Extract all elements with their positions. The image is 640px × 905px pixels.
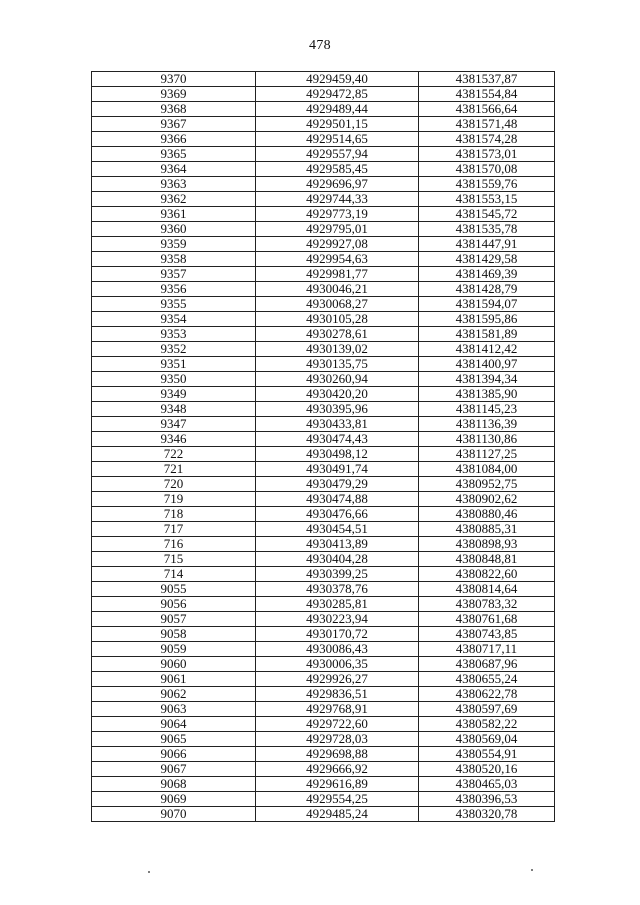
- x-coordinate-cell: 4929489,44: [256, 102, 419, 117]
- x-coordinate-cell: 4930086,43: [256, 642, 419, 657]
- x-coordinate-cell: 4929728,03: [256, 732, 419, 747]
- point-number-cell: 9064: [92, 717, 256, 732]
- x-coordinate-cell: 4929768,91: [256, 702, 419, 717]
- y-coordinate-cell: 4381145,23: [419, 402, 555, 417]
- point-number-cell: 9346: [92, 432, 256, 447]
- point-number-cell: 9367: [92, 117, 256, 132]
- point-number-cell: 9355: [92, 297, 256, 312]
- table-row: [92, 567, 555, 582]
- table-row: [92, 717, 555, 732]
- table-row: [92, 312, 555, 327]
- point-number-cell: 9358: [92, 252, 256, 267]
- y-coordinate-cell: 4380743,85: [419, 627, 555, 642]
- x-coordinate-cell: 4930474,43: [256, 432, 419, 447]
- y-coordinate-cell: 4381570,08: [419, 162, 555, 177]
- x-coordinate-cell: 4929698,88: [256, 747, 419, 762]
- y-coordinate-cell: 4381559,76: [419, 177, 555, 192]
- table-row: [92, 492, 555, 507]
- x-coordinate-cell: 4929557,94: [256, 147, 419, 162]
- x-coordinate-cell: 4929459,40: [256, 72, 419, 87]
- x-coordinate-cell: 4930474,88: [256, 492, 419, 507]
- point-number-cell: 9349: [92, 387, 256, 402]
- x-coordinate-cell: 4929927,08: [256, 237, 419, 252]
- table-row: [92, 627, 555, 642]
- x-coordinate-cell: 4930068,27: [256, 297, 419, 312]
- point-number-cell: 717: [92, 522, 256, 537]
- x-coordinate-cell: 4930404,28: [256, 552, 419, 567]
- y-coordinate-cell: 4380814,64: [419, 582, 555, 597]
- y-coordinate-cell: 4381581,89: [419, 327, 555, 342]
- point-number-cell: 9065: [92, 732, 256, 747]
- point-number-cell: 9366: [92, 132, 256, 147]
- y-coordinate-cell: 4381385,90: [419, 387, 555, 402]
- point-number-cell: 9069: [92, 792, 256, 807]
- x-coordinate-cell: 4930278,61: [256, 327, 419, 342]
- point-number-cell: 9056: [92, 597, 256, 612]
- table-row: [92, 327, 555, 342]
- x-coordinate-cell: 4930479,29: [256, 477, 419, 492]
- table-row: [92, 552, 555, 567]
- table-row: [92, 477, 555, 492]
- y-coordinate-cell: 4381574,28: [419, 132, 555, 147]
- x-coordinate-cell: 4929926,27: [256, 672, 419, 687]
- x-coordinate-cell: 4930378,76: [256, 582, 419, 597]
- point-number-cell: 9353: [92, 327, 256, 342]
- y-coordinate-cell: 4380622,78: [419, 687, 555, 702]
- table-row: [92, 267, 555, 282]
- coordinates-table: [91, 71, 555, 822]
- y-coordinate-cell: 4380396,53: [419, 792, 555, 807]
- table-row: [92, 207, 555, 222]
- table-row: [92, 732, 555, 747]
- x-coordinate-cell: 4930139,02: [256, 342, 419, 357]
- point-number-cell: 9070: [92, 807, 256, 822]
- y-coordinate-cell: 4380952,75: [419, 477, 555, 492]
- scan-speck: [531, 869, 533, 871]
- y-coordinate-cell: 4381553,15: [419, 192, 555, 207]
- y-coordinate-cell: 4381429,58: [419, 252, 555, 267]
- point-number-cell: 9352: [92, 342, 256, 357]
- table-row: [92, 747, 555, 762]
- point-number-cell: 9057: [92, 612, 256, 627]
- x-coordinate-cell: 4929616,89: [256, 777, 419, 792]
- x-coordinate-cell: 4929472,85: [256, 87, 419, 102]
- table-row: [92, 447, 555, 462]
- point-number-cell: 9348: [92, 402, 256, 417]
- y-coordinate-cell: 4381595,86: [419, 312, 555, 327]
- table-row: [92, 372, 555, 387]
- x-coordinate-cell: 4930476,66: [256, 507, 419, 522]
- table-row: [92, 807, 555, 822]
- table-row: [92, 432, 555, 447]
- point-number-cell: 9347: [92, 417, 256, 432]
- y-coordinate-cell: 4381412,42: [419, 342, 555, 357]
- page-number: 478: [309, 38, 331, 53]
- x-coordinate-cell: 4929795,01: [256, 222, 419, 237]
- x-coordinate-cell: 4930170,72: [256, 627, 419, 642]
- x-coordinate-cell: 4929554,25: [256, 792, 419, 807]
- point-number-cell: 718: [92, 507, 256, 522]
- table-row: [92, 762, 555, 777]
- x-coordinate-cell: 4930395,96: [256, 402, 419, 417]
- point-number-cell: 9361: [92, 207, 256, 222]
- table-row: [92, 117, 555, 132]
- table-row: [92, 642, 555, 657]
- table-row: [92, 297, 555, 312]
- point-number-cell: 9066: [92, 747, 256, 762]
- x-coordinate-cell: 4930399,25: [256, 567, 419, 582]
- table-row: [92, 792, 555, 807]
- y-coordinate-cell: 4380520,16: [419, 762, 555, 777]
- point-number-cell: 720: [92, 477, 256, 492]
- y-coordinate-cell: 4380320,78: [419, 807, 555, 822]
- x-coordinate-cell: 4930135,75: [256, 357, 419, 372]
- y-coordinate-cell: 4380582,22: [419, 717, 555, 732]
- y-coordinate-cell: 4381400,97: [419, 357, 555, 372]
- point-number-cell: 9365: [92, 147, 256, 162]
- point-number-cell: 9356: [92, 282, 256, 297]
- table-row: [92, 597, 555, 612]
- point-number-cell: 715: [92, 552, 256, 567]
- x-coordinate-cell: 4929666,92: [256, 762, 419, 777]
- point-number-cell: 9060: [92, 657, 256, 672]
- point-number-cell: 716: [92, 537, 256, 552]
- point-number-cell: 9068: [92, 777, 256, 792]
- x-coordinate-cell: 4929501,15: [256, 117, 419, 132]
- x-coordinate-cell: 4930491,74: [256, 462, 419, 477]
- x-coordinate-cell: 4930046,21: [256, 282, 419, 297]
- y-coordinate-cell: 4380761,68: [419, 612, 555, 627]
- x-coordinate-cell: 4930433,81: [256, 417, 419, 432]
- x-coordinate-cell: 4929836,51: [256, 687, 419, 702]
- table-row: [92, 177, 555, 192]
- point-number-cell: 9362: [92, 192, 256, 207]
- y-coordinate-cell: 4381554,84: [419, 87, 555, 102]
- point-number-cell: 714: [92, 567, 256, 582]
- table-row: [92, 72, 555, 87]
- y-coordinate-cell: 4380569,04: [419, 732, 555, 747]
- coordinates-table-body: [92, 72, 555, 822]
- y-coordinate-cell: 4381084,00: [419, 462, 555, 477]
- y-coordinate-cell: 4381545,72: [419, 207, 555, 222]
- point-number-cell: 722: [92, 447, 256, 462]
- y-coordinate-cell: 4380902,62: [419, 492, 555, 507]
- table-row: [92, 507, 555, 522]
- point-number-cell: 9062: [92, 687, 256, 702]
- x-coordinate-cell: 4930413,89: [256, 537, 419, 552]
- y-coordinate-cell: 4381127,25: [419, 447, 555, 462]
- x-coordinate-cell: 4930285,81: [256, 597, 419, 612]
- table-row: [92, 687, 555, 702]
- table-row: [92, 87, 555, 102]
- x-coordinate-cell: 4929485,24: [256, 807, 419, 822]
- x-coordinate-cell: 4930223,94: [256, 612, 419, 627]
- table-row: [92, 582, 555, 597]
- y-coordinate-cell: 4380848,81: [419, 552, 555, 567]
- point-number-cell: 9360: [92, 222, 256, 237]
- point-number-cell: 9055: [92, 582, 256, 597]
- table-row: [92, 462, 555, 477]
- x-coordinate-cell: 4929585,45: [256, 162, 419, 177]
- y-coordinate-cell: 4380880,46: [419, 507, 555, 522]
- table-row: [92, 147, 555, 162]
- y-coordinate-cell: 4380597,69: [419, 702, 555, 717]
- table-row: [92, 657, 555, 672]
- table-row: [92, 357, 555, 372]
- point-number-cell: 9357: [92, 267, 256, 282]
- x-coordinate-cell: 4930105,28: [256, 312, 419, 327]
- y-coordinate-cell: 4381571,48: [419, 117, 555, 132]
- table-row: [92, 252, 555, 267]
- point-number-cell: 9363: [92, 177, 256, 192]
- table-row: [92, 402, 555, 417]
- y-coordinate-cell: 4381594,07: [419, 297, 555, 312]
- point-number-cell: 9351: [92, 357, 256, 372]
- table-row: [92, 162, 555, 177]
- point-number-cell: 9058: [92, 627, 256, 642]
- point-number-cell: 9370: [92, 72, 256, 87]
- table-row: [92, 522, 555, 537]
- x-coordinate-cell: 4929696,97: [256, 177, 419, 192]
- point-number-cell: 9067: [92, 762, 256, 777]
- y-coordinate-cell: 4381394,34: [419, 372, 555, 387]
- point-number-cell: 9364: [92, 162, 256, 177]
- x-coordinate-cell: 4930006,35: [256, 657, 419, 672]
- table-row: [92, 777, 555, 792]
- x-coordinate-cell: 4929722,60: [256, 717, 419, 732]
- x-coordinate-cell: 4929744,33: [256, 192, 419, 207]
- table-row: [92, 417, 555, 432]
- y-coordinate-cell: 4381130,86: [419, 432, 555, 447]
- x-coordinate-cell: 4929981,77: [256, 267, 419, 282]
- point-number-cell: 719: [92, 492, 256, 507]
- y-coordinate-cell: 4381136,39: [419, 417, 555, 432]
- y-coordinate-cell: 4381447,91: [419, 237, 555, 252]
- y-coordinate-cell: 4380717,11: [419, 642, 555, 657]
- table-row: [92, 702, 555, 717]
- scan-speck: [148, 871, 150, 873]
- point-number-cell: 9063: [92, 702, 256, 717]
- y-coordinate-cell: 4380783,32: [419, 597, 555, 612]
- point-number-cell: 9359: [92, 237, 256, 252]
- table-row: [92, 672, 555, 687]
- table-row: [92, 192, 555, 207]
- point-number-cell: 721: [92, 462, 256, 477]
- point-number-cell: 9061: [92, 672, 256, 687]
- table-row: [92, 282, 555, 297]
- y-coordinate-cell: 4380822,60: [419, 567, 555, 582]
- y-coordinate-cell: 4380898,93: [419, 537, 555, 552]
- y-coordinate-cell: 4380465,03: [419, 777, 555, 792]
- point-number-cell: 9368: [92, 102, 256, 117]
- y-coordinate-cell: 4380655,24: [419, 672, 555, 687]
- x-coordinate-cell: 4930420,20: [256, 387, 419, 402]
- y-coordinate-cell: 4381537,87: [419, 72, 555, 87]
- y-coordinate-cell: 4381566,64: [419, 102, 555, 117]
- point-number-cell: 9350: [92, 372, 256, 387]
- table-row: [92, 102, 555, 117]
- point-number-cell: 9059: [92, 642, 256, 657]
- y-coordinate-cell: 4380554,91: [419, 747, 555, 762]
- table-row: [92, 222, 555, 237]
- y-coordinate-cell: 4381535,78: [419, 222, 555, 237]
- x-coordinate-cell: 4930454,51: [256, 522, 419, 537]
- y-coordinate-cell: 4380687,96: [419, 657, 555, 672]
- x-coordinate-cell: 4929514,65: [256, 132, 419, 147]
- table-row: [92, 342, 555, 357]
- table-row: [92, 237, 555, 252]
- point-number-cell: 9369: [92, 87, 256, 102]
- y-coordinate-cell: 4381469,39: [419, 267, 555, 282]
- table-row: [92, 537, 555, 552]
- table-row: [92, 387, 555, 402]
- table-row: [92, 132, 555, 147]
- y-coordinate-cell: 4381428,79: [419, 282, 555, 297]
- x-coordinate-cell: 4930498,12: [256, 447, 419, 462]
- x-coordinate-cell: 4930260,94: [256, 372, 419, 387]
- point-number-cell: 9354: [92, 312, 256, 327]
- x-coordinate-cell: 4929773,19: [256, 207, 419, 222]
- y-coordinate-cell: 4381573,01: [419, 147, 555, 162]
- x-coordinate-cell: 4929954,63: [256, 252, 419, 267]
- table-row: [92, 612, 555, 627]
- y-coordinate-cell: 4380885,31: [419, 522, 555, 537]
